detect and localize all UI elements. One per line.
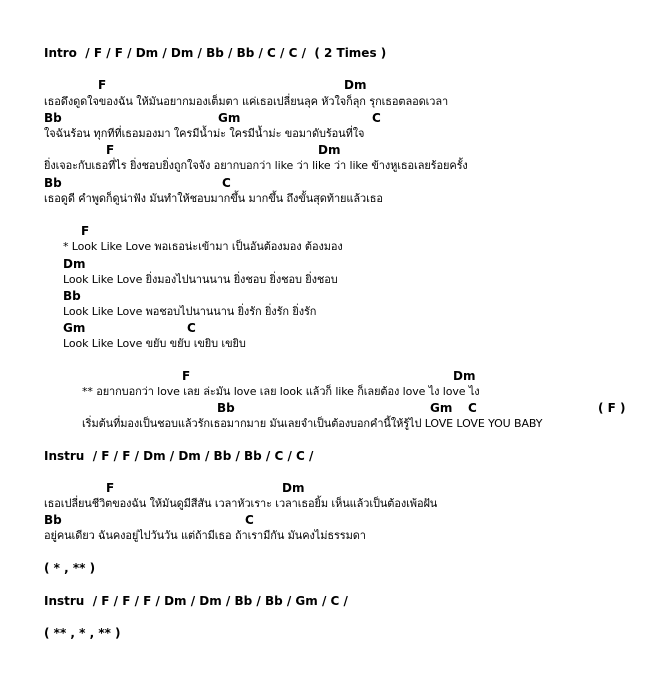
intro-line: Intro / F / F / Dm / Dm / Bb / Bb / C / C / ( 2 Times ) [44, 46, 387, 60]
lyric-line: เธอดูดี คำพูดก็ดูน่าฟัง มันทำให้ชอบมากขึ้น มากขึ้น ถึงขั้นสุดท้ายแล้วเธอ [44, 192, 383, 205]
lyric-line: ** อยากบอกว่า love เลย ล่ะมัน love เลย look แล้วก็ like ก็เลยต้อง love ไง love ไง [82, 385, 480, 398]
chord: Dm [318, 143, 341, 157]
chord: C [468, 401, 477, 415]
instru-line: Instru / F / F / F / Dm / Dm / Bb / Bb / Gm / C / [44, 594, 348, 608]
chord: F [98, 78, 107, 92]
lyric-line: เธอดึงดูดใจของฉัน ให้มันอยากมองเต็มตา แค่เธอเปลี่ยนลุค หัวใจก็ลุก รุกเธอตลอดเวลา [44, 95, 449, 108]
chord: Gm [63, 321, 86, 335]
chord: C [245, 513, 254, 527]
repeat-marker: ( ** , * , ** ) [44, 626, 121, 640]
lyric-line: อยู่คนเดียว ฉันคงอยู่ไปวันวัน แต่ถ้ามีเธอ ถ้าเรามีกัน มันคงไม่ธรรมดา [44, 529, 366, 542]
lyric-line: Look Like Love ขยับ ขยับ เขยิบ เขยิบ [63, 337, 246, 350]
chord: F [106, 143, 115, 157]
chord: Bb [44, 111, 62, 125]
chord: C [222, 176, 231, 190]
chord: Gm [430, 401, 453, 415]
chord: C [372, 111, 381, 125]
chord: F [106, 481, 115, 495]
lyric-line: เริ่มต้นที่มองเป็นชอบแล้วรักเธอมากมาย มันเลยจำเป็นต้องบอกคำนี้ให้รู้ไป LOVE LOVE YOU BABY [82, 417, 543, 430]
chord: F [81, 224, 90, 238]
lyric-line: ยิ่งเจอะกับเธอที่ไร ยิ่งชอบยิ่งถูกใจจัง อยากบอกว่า like ว่า like ว่า like ข้างหูเธอเลยร้อยครั้ง [44, 159, 468, 172]
chord: Dm [453, 369, 476, 383]
chord: ( F ) [598, 401, 626, 415]
lyric-line: * Look Like Love พอเธอน่ะเข้ามา เป็นอันต้องมอง ต้องมอง [63, 240, 343, 253]
chord: Bb [44, 176, 62, 190]
lyric-line: ใจฉันร้อน ทุกทีที่เธอมองมา ใครมีน้ำม่ะ ใครมีน้ำม่ะ ขอมาดับร้อนที่ใจ [44, 127, 365, 140]
chord: F [182, 369, 191, 383]
chord: Dm [282, 481, 305, 495]
chord: Dm [63, 257, 86, 271]
lyric-line: Look Like Love ยิ่งมองไปนานนาน ยิ่งชอบ ยิ่งชอบ ยิ่งชอบ [63, 273, 338, 286]
lyric-line: เธอเปลี่ยนชีวิตของฉัน ให้มันดูมีสีสัน เวลาหัวเราะ เวลาเธอยิ้ม เห็นแล้วเป็นต้องเพ้อฝัน [44, 497, 438, 510]
repeat-marker: ( * , ** ) [44, 561, 96, 575]
chord: Dm [344, 78, 367, 92]
chord: Bb [63, 289, 81, 303]
chord: Bb [44, 513, 62, 527]
instru-line: Instru / F / F / Dm / Dm / Bb / Bb / C / C / [44, 449, 314, 463]
lyric-line: Look Like Love พอชอบไปนานนาน ยิ่งรัก ยิ่งรัก ยิ่งรัก [63, 305, 317, 318]
chord: Gm [218, 111, 241, 125]
chord: C [187, 321, 196, 335]
chord: Bb [217, 401, 235, 415]
